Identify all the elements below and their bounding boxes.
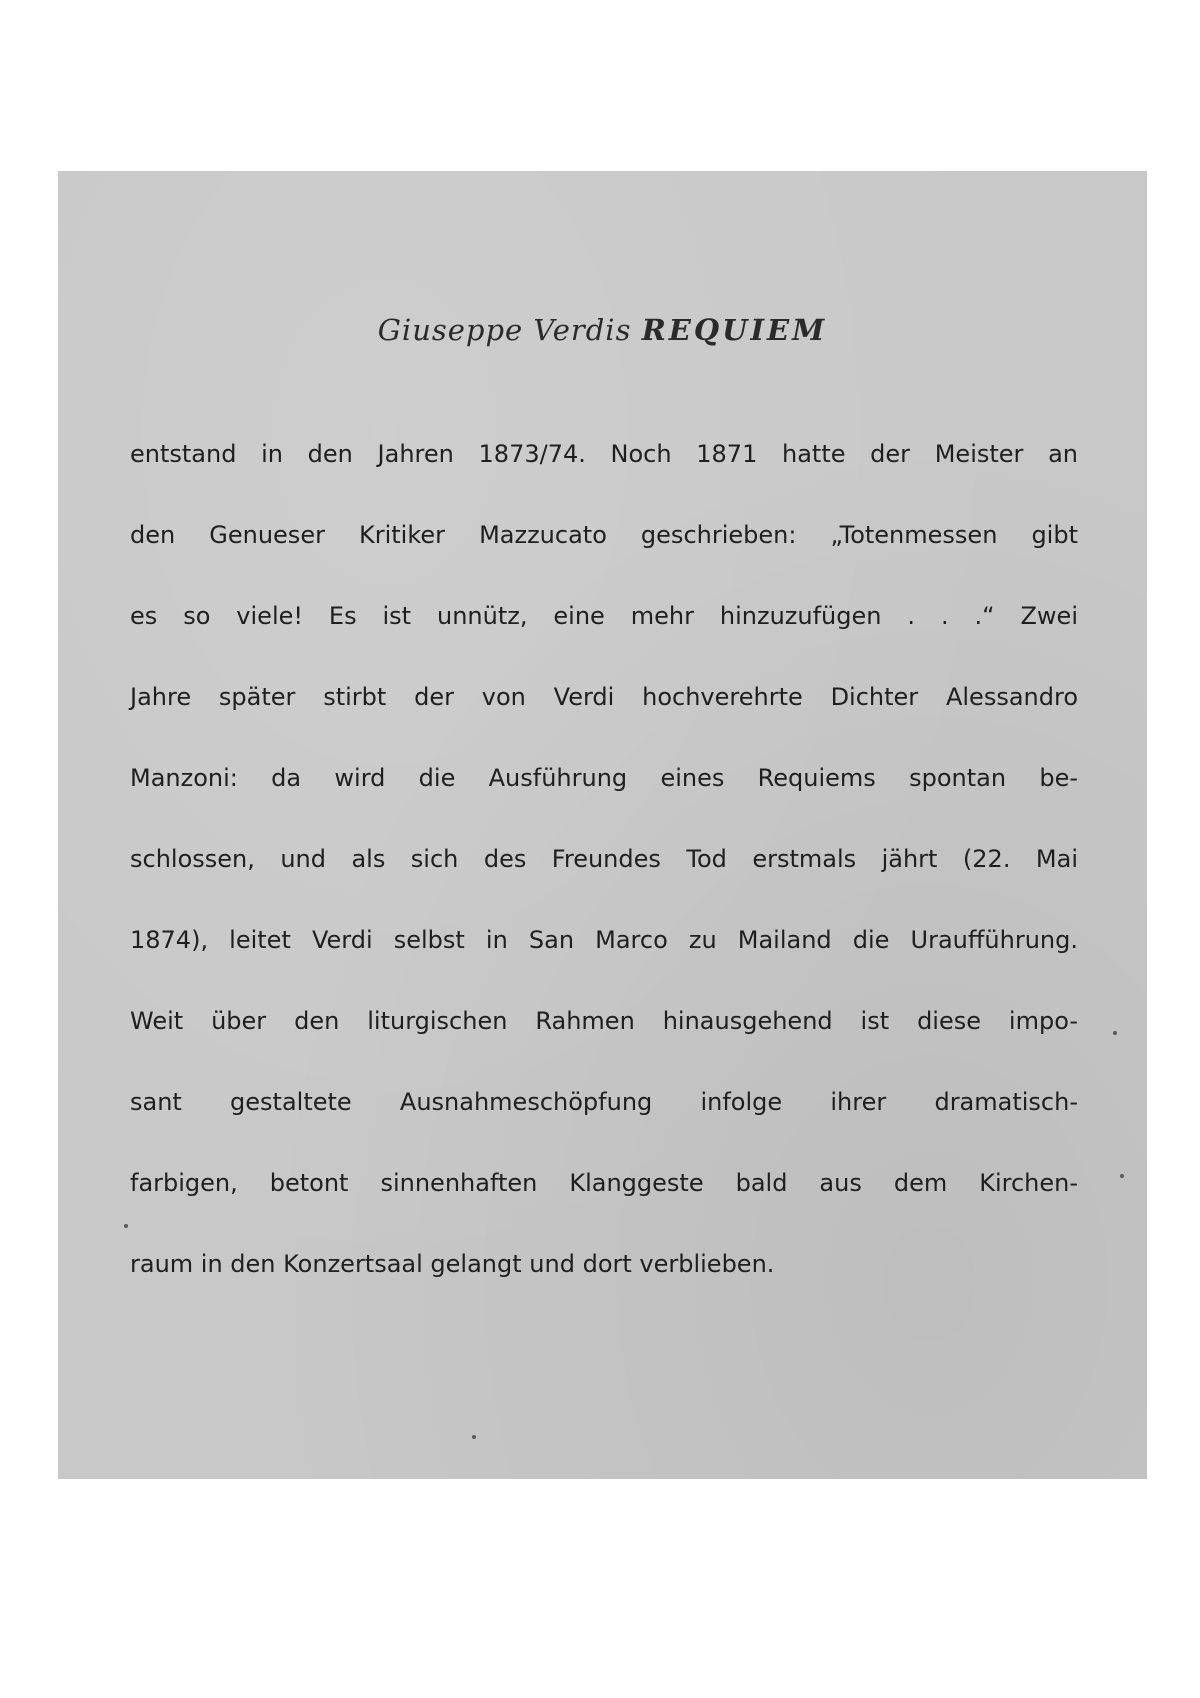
title-caps: REQUIEM [641, 313, 828, 347]
scanned-page [58, 171, 1147, 1479]
text-line: 1874), leitet Verdi selbst in San Marco zu Mailand die Uraufführung. [130, 926, 1078, 954]
text-line: sant gestaltete Ausnahmeschöpfung infolge ihrer dramatisch- [130, 1088, 1078, 1116]
text-line: schlossen, und als sich des Freundes Tod erstmals jährt (22. Mai [130, 845, 1078, 873]
text-line: den Genueser Kritiker Mazzucato geschrieben: „Totenmessen gibt [130, 521, 1078, 549]
text-line: farbigen, betont sinnenhaften Klanggeste bald aus dem Kirchen- [130, 1169, 1078, 1197]
scan-speck [472, 1435, 476, 1439]
scan-speck [1113, 1031, 1117, 1035]
page-title [58, 313, 1147, 347]
body-text [130, 442, 1078, 1276]
text-line: entstand in den Jahren 1873/74. Noch 1871 hatte der Meister an [130, 440, 1078, 468]
title-main: Giuseppe Verdis [377, 313, 632, 347]
scan-speck [124, 1224, 128, 1228]
text-line: Weit über den liturgischen Rahmen hinausgehend ist diese impo- [130, 1007, 1078, 1035]
text-line: Manzoni: da wird die Ausführung eines Requiems spontan be- [130, 764, 1078, 792]
scan-speck [1120, 1174, 1124, 1178]
text-line: raum in den Konzertsaal gelangt und dort verblieben. [130, 1250, 775, 1278]
text-line: Jahre später stirbt der von Verdi hochverehrte Dichter Alessandro [130, 683, 1078, 711]
text-line: es so viele! Es ist unnütz, eine mehr hinzuzufügen . . .“ Zwei [130, 602, 1078, 630]
